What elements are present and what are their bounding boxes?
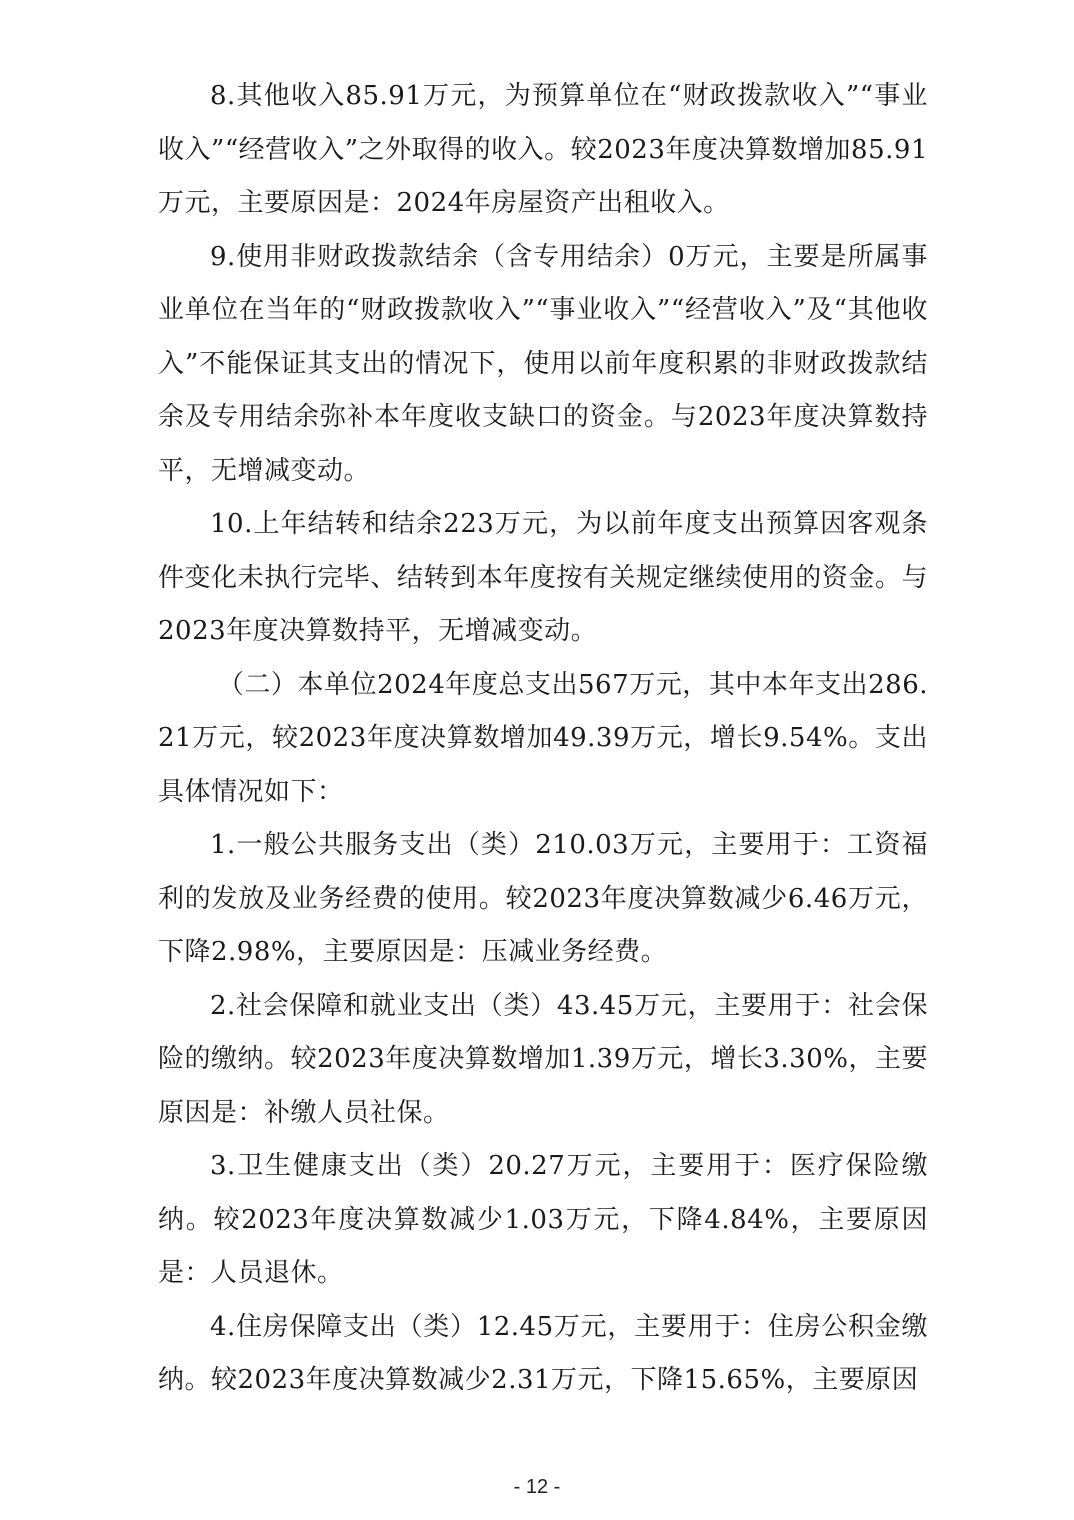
paragraph-social-security: 2.社会保障和就业支出（类）43.45万元，主要用于：社会保险的缴纳。较2023年度决算数增加1.39万元，增长3.30%，主要原因是：补缴人员社保。 [158,990,928,1128]
paragraph-other-income: 8.其他收入85.91万元，为预算单位在“财政拨款收入”“事业收入”“经营收入”之外取得的收入。较2023年度决算数增加85.91万元，主要原因是：2024年房屋资产出租收入。 [158,81,928,218]
paragraph-carryover-balance: 10.上年结转和结余223万元，为以前年度支出预算因客观条件变化未执行完毕、结转到本年度按有关规定继续使用的资金。与2023年度决算数持平，无增减变动。 [158,509,928,646]
paragraph-health: 3.卫生健康支出（类）20.27万元，主要用于：医疗保险缴纳。较2023年度决算数减少1.03万元，下降4.84%，主要原因是：人员退休。 [158,1151,928,1288]
paragraph-non-fiscal-balance: 9.使用非财政拨款结余（含专用结余）0万元，主要是所属事业单位在当年的“财政拨款收入”“事业收入”“经营收入”及“其他收入”不能保证其支出的情况下，使用以前年度积累的非财政拨款结余及专用结余弥补本年度收支缺口的资金。与2023年度决算数持平，无增减变动。 [158,241,928,486]
document-body [158,70,928,1408]
paragraph-general-public-services: 1.一般公共服务支出（类）210.03万元，主要用于：工资福利的发放及业务经费的使用。较2023年度决算数减少6.46万元，下降2.98%，主要原因是：压减业务经费。 [158,830,928,967]
paragraph-housing: 4.住房保障支出（类）12.45万元，主要用于：住房公积金缴纳。较2023年度决算数减少2.31万元，下降15.65%，主要原因 [158,1311,928,1395]
page-number: - 12 - [513,1476,561,1498]
paragraph-total-expenditure: （二）本单位2024年度总支出567万元，其中本年支出286.21万元，较2023年度决算数增加49.39万元，增长9.54%。支出具体情况如下： [158,669,928,807]
